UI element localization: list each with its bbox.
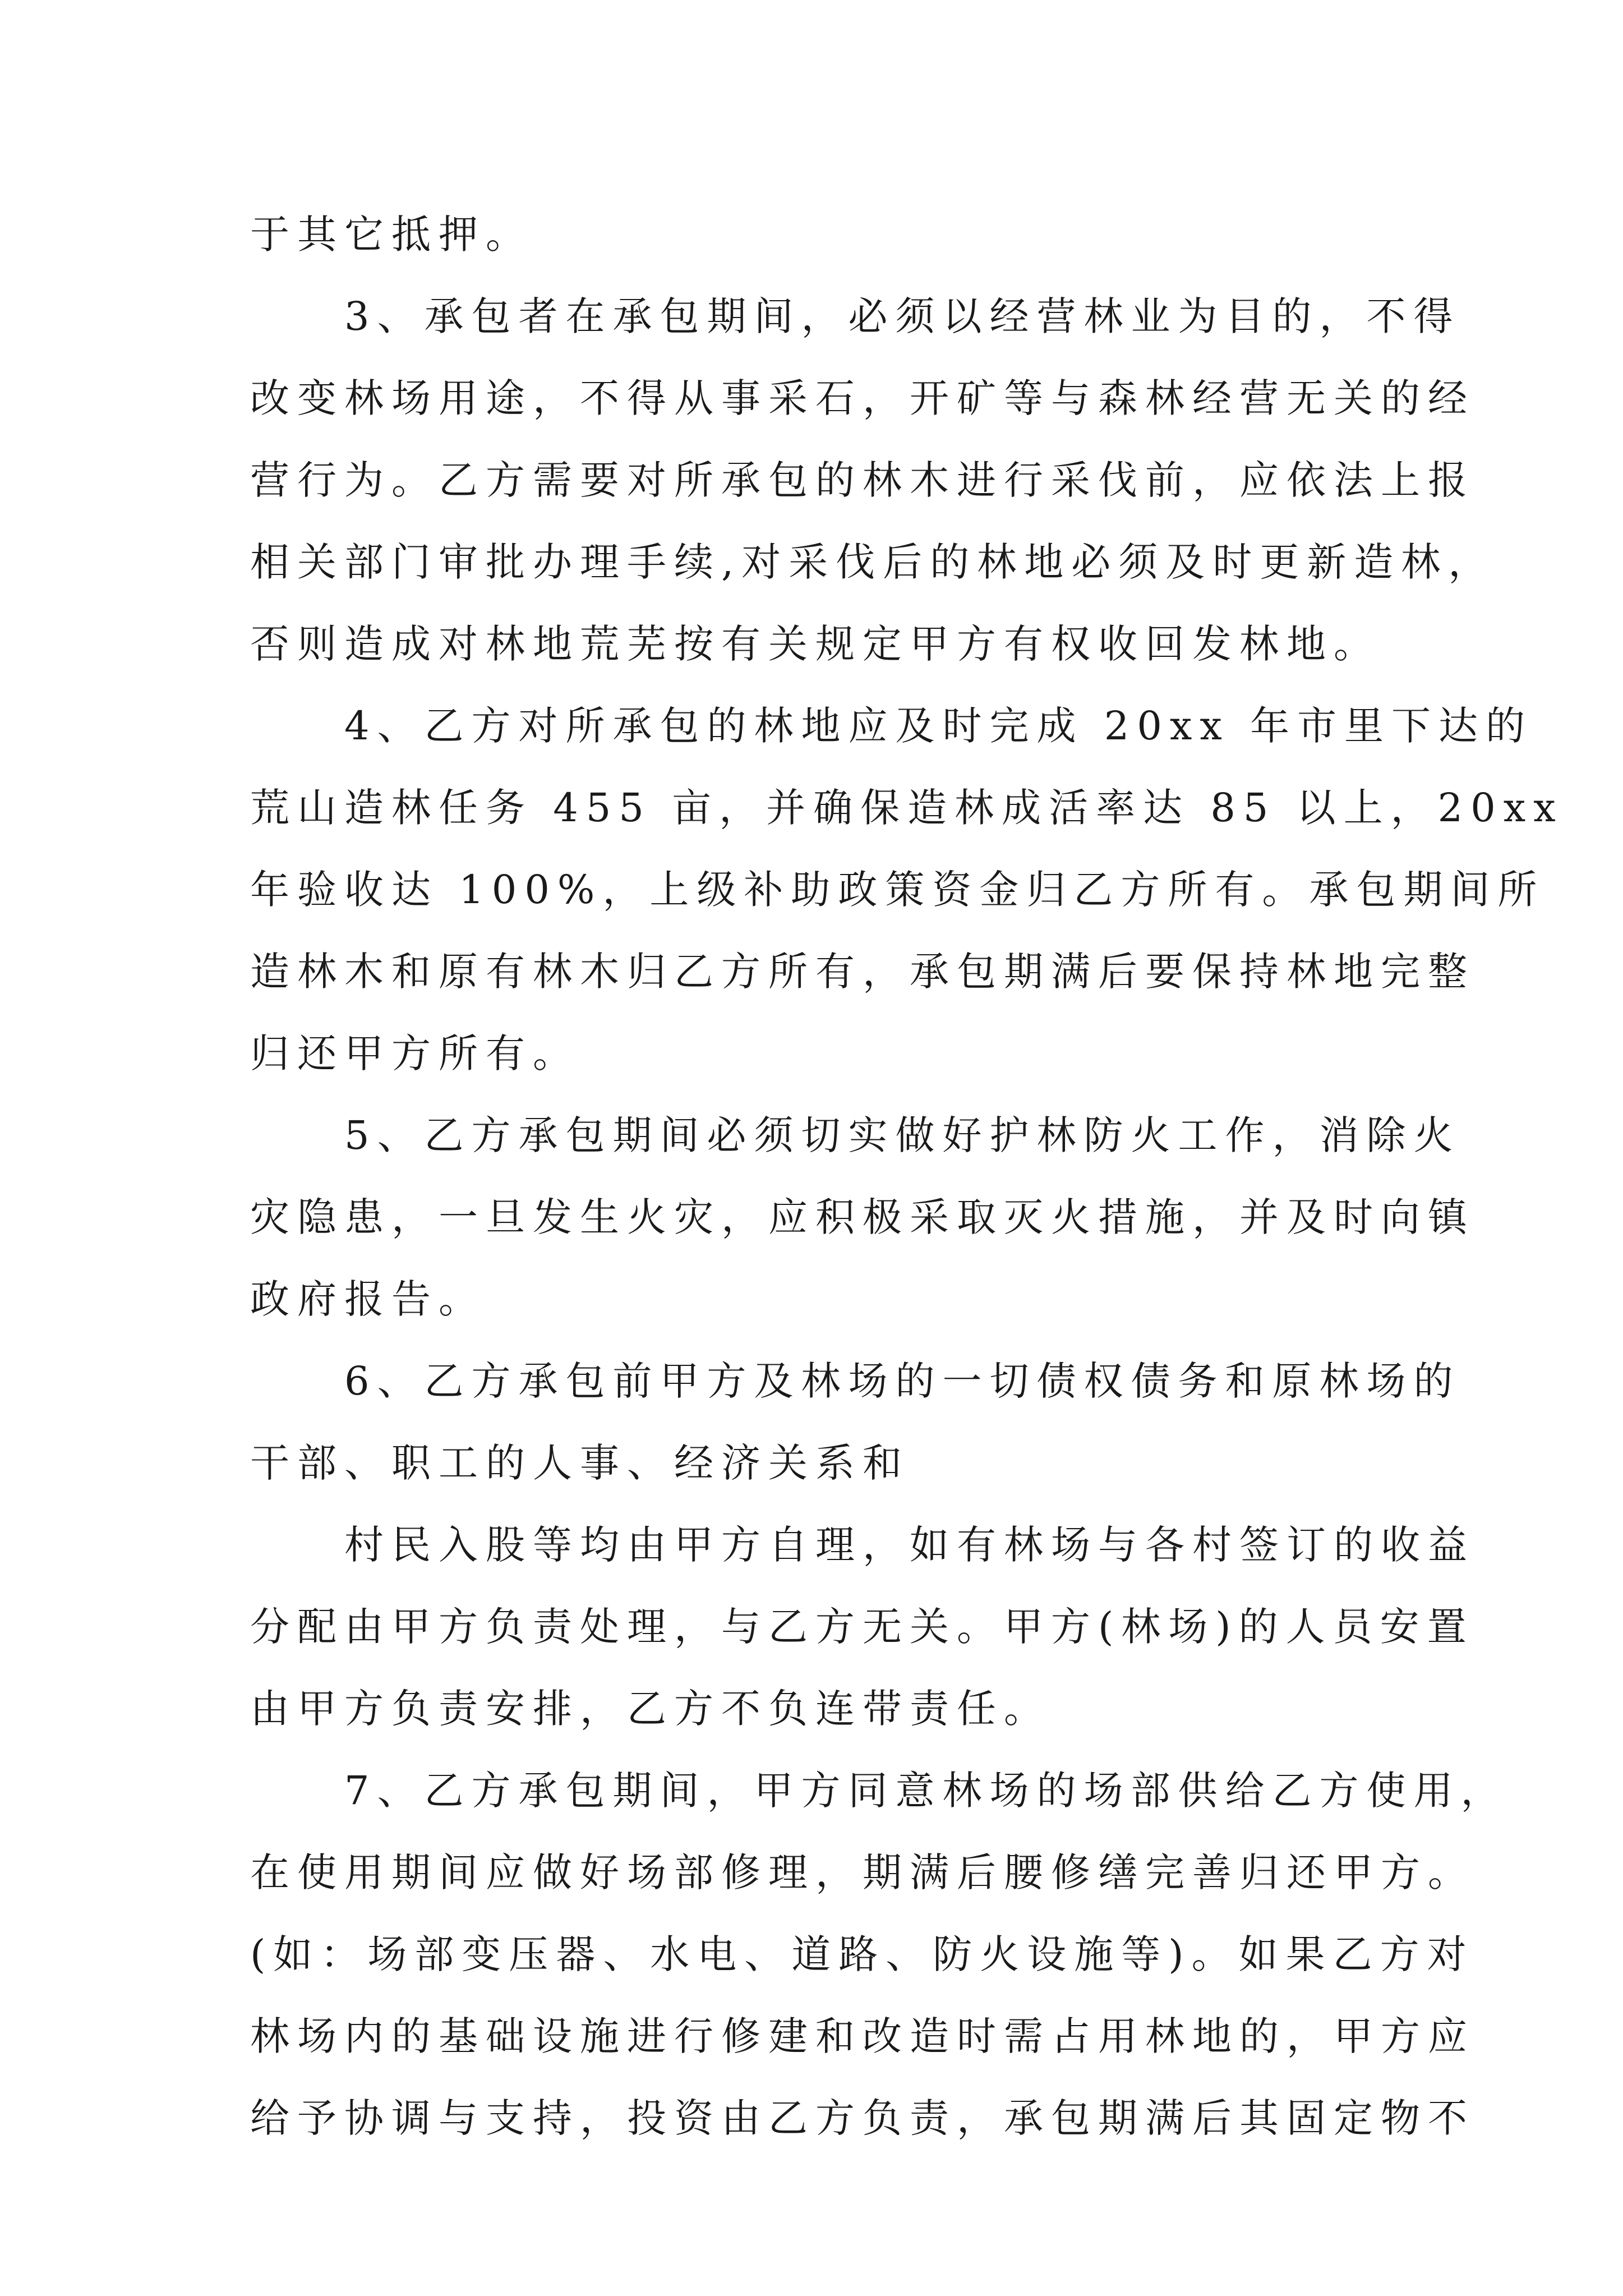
text-line: 7、乙方承包期间，甲方同意林场的场部供给乙方使用， — [344, 1768, 1508, 1814]
text-line: 5、乙方承包期间必须切实做好护林防火工作，消除火 — [344, 1112, 1461, 1158]
text-line: 年验收达 100%，上级补助政策资金归乙方所有。承包期间所 — [250, 867, 1545, 913]
text-line: 归还甲方所有。 — [250, 1030, 580, 1076]
text-line: 荒山造林任务 455 亩，并确保造林成活率达 85 以上，20xx — [250, 785, 1564, 831]
text-line: 造林木和原有林木归乙方所有，承包期满后要保持林地完整 — [250, 949, 1475, 995]
text-line: 4、乙方对所承包的林地应及时完成 20xx 年市里下达的 — [344, 703, 1533, 749]
document-body — [250, 194, 1564, 2159]
text-line: 干部、职工的人事、经济关系和 — [250, 1440, 910, 1486]
text-line: 林场内的基础设施进行修建和改造时需占用林地的，甲方应 — [250, 2013, 1475, 2059]
text-line: 营行为。乙方需要对所承包的林木进行采伐前，应依法上报 — [250, 457, 1475, 503]
text-line: 政府报告。 — [250, 1276, 486, 1322]
text-line: 于其它抵押。 — [250, 211, 533, 257]
text-line: 在使用期间应做好场部修理，期满后腰修缮完善归还甲方。 — [250, 1849, 1475, 1895]
text-line: (如：场部变压器、水电、道路、防火设施等)。如果乙方对 — [250, 1931, 1474, 1977]
text-line: 改变林场用途，不得从事采石，开矿等与森林经营无关的经 — [250, 375, 1475, 421]
text-line: 灾隐患，一旦发生火灾，应积极采取灭火措施，并及时向镇 — [250, 1194, 1475, 1240]
text-line: 村民入股等均由甲方自理，如有林场与各村签订的收益 — [344, 1522, 1475, 1568]
text-line: 否则造成对林地荒芜按有关规定甲方有权收回发林地。 — [250, 621, 1381, 667]
text-line: 相关部门审批办理手续,对采伐后的林地必须及时更新造林， — [250, 539, 1496, 585]
text-line: 3、承包者在承包期间，必须以经营林业为目的，不得 — [344, 293, 1461, 339]
text-line: 由甲方负责安排，乙方不负连带责任。 — [250, 1686, 1051, 1732]
text-line: 给予协调与支持，投资由乙方负责，承包期满后其固定物不 — [250, 2095, 1475, 2141]
text-line: 分配由甲方负责处理，与乙方无关。甲方(林场)的人员安置 — [250, 1604, 1474, 1650]
text-line: 6、乙方承包前甲方及林场的一切债权债务和原林场的 — [344, 1358, 1461, 1404]
